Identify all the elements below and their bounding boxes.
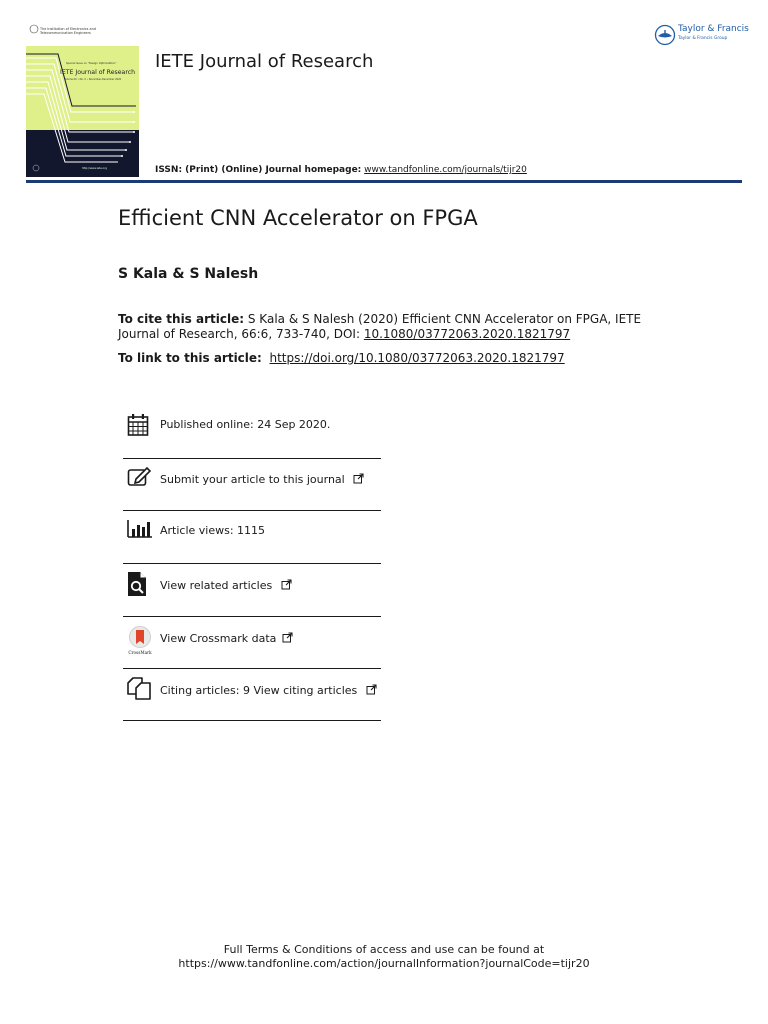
item-divider [123, 458, 381, 459]
external-link-icon [281, 579, 292, 590]
related-articles-label: View related articles [160, 579, 273, 592]
cover-special-issue: Special Issue on "Design Optimization" [66, 62, 117, 65]
cover-institution: The Institution of Electronics and Telecommunication Engineers [40, 27, 96, 35]
citing-articles-item[interactable] [123, 674, 381, 714]
external-link-icon [366, 684, 377, 695]
link-label: To link to this article: [118, 351, 262, 365]
journal-title: IETE Journal of Research [155, 51, 374, 72]
item-divider [123, 563, 381, 564]
calendar-icon [127, 413, 149, 437]
item-divider [123, 510, 381, 511]
item-divider [123, 668, 381, 669]
publisher-group: Taylor & Francis Group [678, 36, 728, 41]
article-link-block [118, 351, 678, 366]
cover-graphic [26, 22, 139, 177]
published-online-label: Published online: 24 Sep 2020. [160, 418, 331, 431]
doi-link[interactable]: 10.1080/03772063.2020.1821797 [363, 327, 571, 341]
external-link-icon [282, 632, 293, 643]
item-divider [123, 720, 381, 721]
published-online-item [123, 410, 381, 440]
footer-terms-link[interactable]: https://www.tandfonline.com/action/journalInformation?journalCode=tijr20 [178, 957, 590, 970]
footer [0, 943, 768, 971]
related-articles-item[interactable] [123, 569, 381, 611]
publisher-name: Taylor & Francis [678, 24, 749, 34]
crossmark-icon [127, 625, 155, 655]
edit-icon [127, 466, 151, 488]
external-link-icon [353, 473, 364, 484]
cover-title: IETE Journal of Research [60, 69, 136, 76]
taylor-francis-logo-icon [654, 24, 676, 46]
submit-article-item[interactable] [123, 464, 381, 504]
cover-url: http://www.iete.org [82, 167, 107, 170]
header-divider [26, 180, 742, 183]
journal-cover-image [26, 22, 139, 177]
citation-block [118, 312, 678, 342]
svg-text:CrossMark: CrossMark [128, 650, 152, 655]
cite-text: S Kala & S Nalesh (2020) Efficient CNN Accelerator on FPGA, IETE Journal of Research, 66:6, 733-740, DOI: [118, 312, 642, 341]
issn-line [155, 165, 527, 175]
citing-articles-label: Citing articles: 9 View citing articles [160, 684, 358, 697]
item-divider [123, 616, 381, 617]
article-authors: S Kala & S Nalesh [118, 266, 259, 282]
journal-homepage-link[interactable]: www.tandfonline.com/journals/tijr20 [364, 165, 527, 175]
footer-terms-text: Full Terms & Conditions of access and use can be found at [223, 943, 545, 956]
search-document-icon [127, 571, 149, 597]
issn-label: ISSN: (Print) (Online) Journal homepage: [155, 165, 362, 175]
publisher-logo [654, 22, 749, 48]
article-title: Efficient CNN Accelerator on FPGA [118, 206, 478, 230]
submit-article-label: Submit your article to this journal [160, 473, 345, 486]
cite-label: To cite this article: [118, 312, 245, 326]
crossmark-label: View Crossmark data [160, 632, 277, 645]
article-views-item [123, 516, 381, 556]
article-views-label: Article views: 1115 [160, 524, 266, 537]
article-url-link[interactable]: https://doi.org/10.1080/03772063.2020.1821797 [269, 351, 565, 365]
cover-volume: Volume 00 • No. 0 • November-December 2020 [64, 78, 122, 81]
crossmark-item[interactable] [123, 622, 381, 662]
citing-articles-icon [127, 677, 153, 701]
bar-chart-icon [127, 519, 153, 539]
